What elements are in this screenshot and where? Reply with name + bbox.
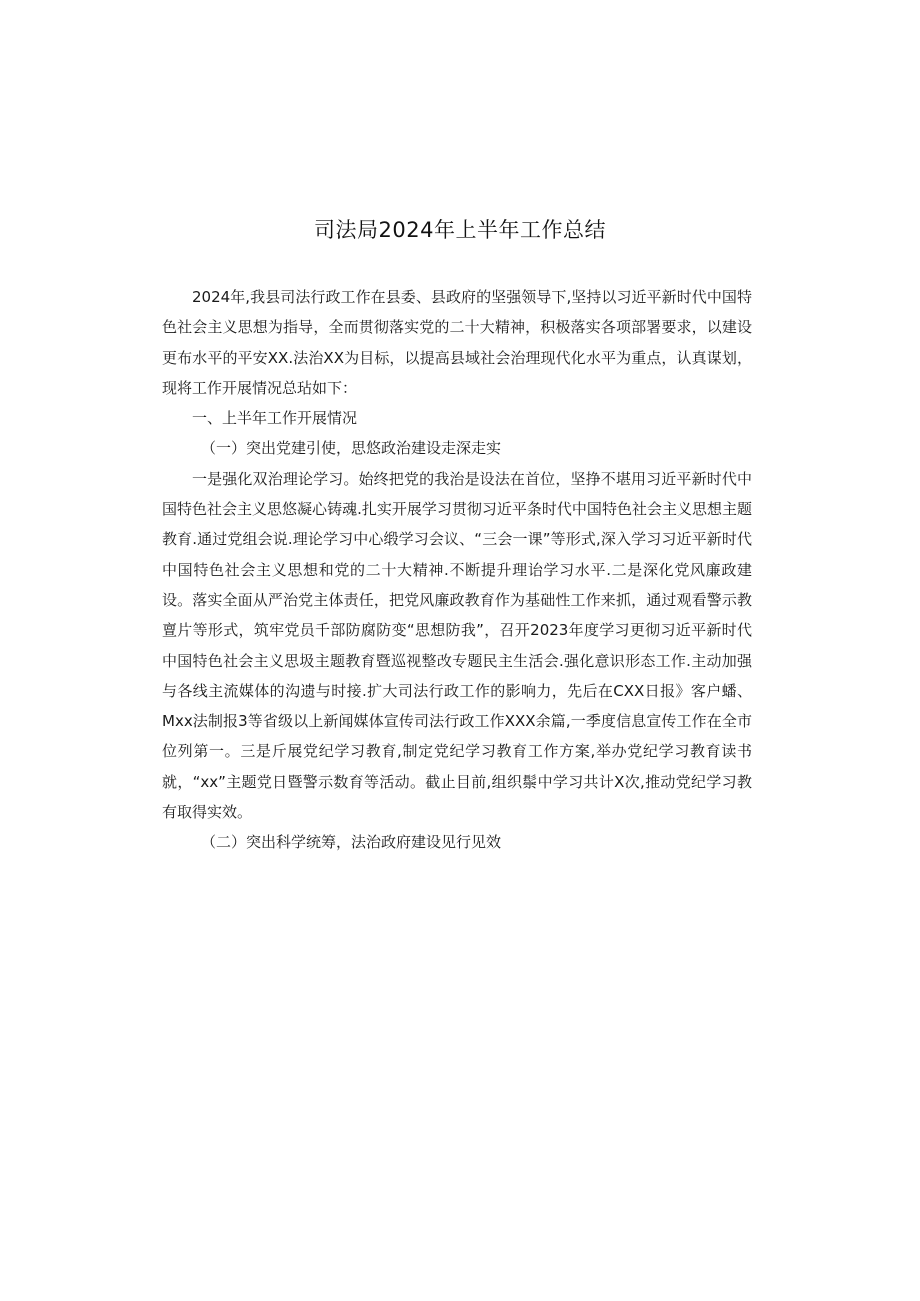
section-heading-1: 一、上半年工作开展情况	[192, 409, 358, 428]
intro-paragraph: 2024年,我县司法行政工作在县委、县政府的坚强领导下,坚持以习近平新时代中国特色社会主义思想为指导，全而贯彻落实党的二十大精神，积极落实各项部署要求，以建设更布水平的平安XX.法治XX为目标，以提高县域社会治理现代化水平为重点，认真谋划，现将工作开展情况总玷如下：	[162, 288, 752, 397]
subsection-heading-1: （一）突出党建引使，思悠政治建设走深走实	[201, 439, 502, 458]
body-paragraph-1: 一是强化双治理论学习。始终把党的我治是设法在首位，坚挣不堪用习近平新时代中国特色社会主义思悠凝心铸魂.扎实开展学习贯彻习近平条时代中国特色社会主义思想主题教育.通过党组会说.理论学习中心缎学习会议、“三会一课”等形式,深入学习习近平新时代中国特色社会主义思想和党的二十大精神.不断提升理诒学习水平.二是深化党风廉政建设。落实全面从严治党主体责任，把党风廉政教育作为基础性工作来抓，通过观看警示教亶片等形式，筑牢党员千部防腐防变“思想防我”，召开2023年度学习更彻习近平新时代中国特色社会主义思圾主题教育暨巡视整改专题民主生活会.强化意识形态工作.主动加强与各线主流媒体的沟遗与时接.扩大司法行政工作的影响力，先后在CXX日报》客户蟠、Mxx法制报3等省级以上新闻媒体宣传司法行政工作XXX余篇,一季度信息宣传工作在全市位列第一。三是斤展党纪学习教育,制定党纪学习教育工作方案,举办党纪学习教育读书就，“xx”主题党日暨警示数育等活动。截止目前,组织鬃中学习共计X次,推动党纪学习教有取得实效。	[162, 469, 752, 822]
document-body	[162, 282, 752, 858]
subsection-heading-2: （二）突出科学统筹，法治政府建设见行见效	[201, 833, 502, 852]
document-title: 司法局2024年上半年工作总结	[314, 218, 606, 242]
